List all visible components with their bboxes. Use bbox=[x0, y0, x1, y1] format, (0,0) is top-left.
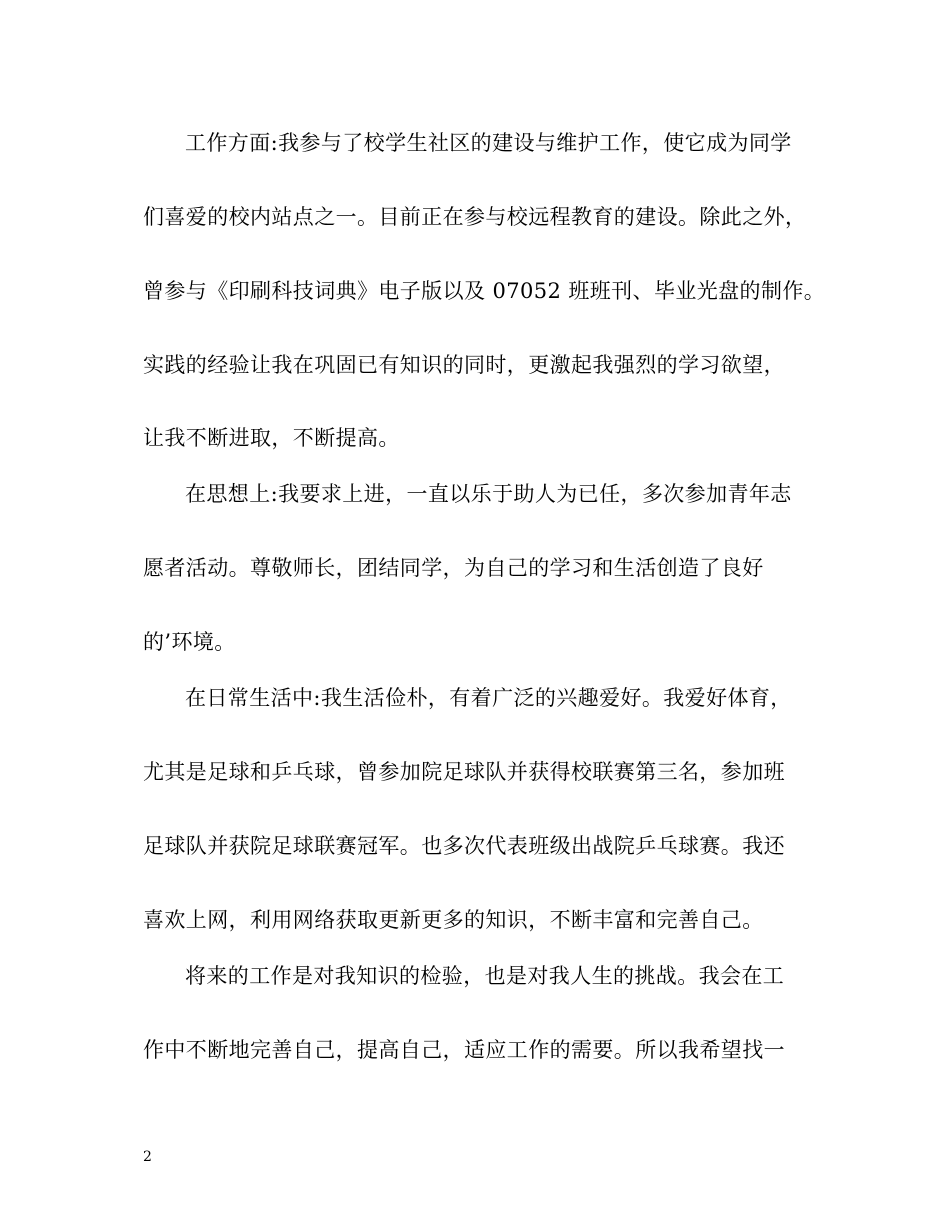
page-number: 2 bbox=[143, 1149, 152, 1165]
text-line: 在日常生活中:我生活俭朴，有着广泛的兴趣爱好。我爱好体育， bbox=[185, 686, 792, 710]
text-line: 们喜爱的校内站点之一。目前正在参与校远程教育的建设。除此之外， bbox=[143, 205, 807, 229]
text-line: 的’环境。 bbox=[143, 630, 236, 654]
text-line: 愿者活动。尊敬师长，团结同学，为自己的学习和生活创造了良好 bbox=[143, 556, 764, 580]
text-line: 足球队并获院足球联赛冠军。也多次代表班级出战院乒乓球赛。我还 bbox=[143, 834, 785, 858]
text-line: 实践的经验让我在巩固已有知识的同时，更激起我强烈的学习欲望， bbox=[143, 353, 785, 377]
text-line: 工作方面:我参与了校学生社区的建设与维护工作，使它成为同学 bbox=[185, 131, 792, 155]
text-line: 曾参与《印刷科技词典》电子版以及 07052 班班刊、毕业光盘的制作。 bbox=[143, 279, 826, 303]
text-line: 将来的工作是对我知识的检验，也是对我人生的挑战。我会在工 bbox=[185, 964, 785, 988]
text-line: 在思想上:我要求上进，一直以乐于助人为已任，多次参加青年志 bbox=[185, 482, 792, 506]
text-line: 作中不断地完善自己，提高自己，适应工作的需要。所以我希望找一 bbox=[143, 1038, 785, 1062]
text-line: 尤其是足球和乒乓球，曾参加院足球队并获得校联赛第三名，参加班 bbox=[143, 760, 785, 784]
text-line: 喜欢上网，利用网络获取更新更多的知识，不断丰富和完善自己。 bbox=[143, 908, 764, 932]
text-line: 让我不断进取，不断提高。 bbox=[143, 426, 400, 450]
